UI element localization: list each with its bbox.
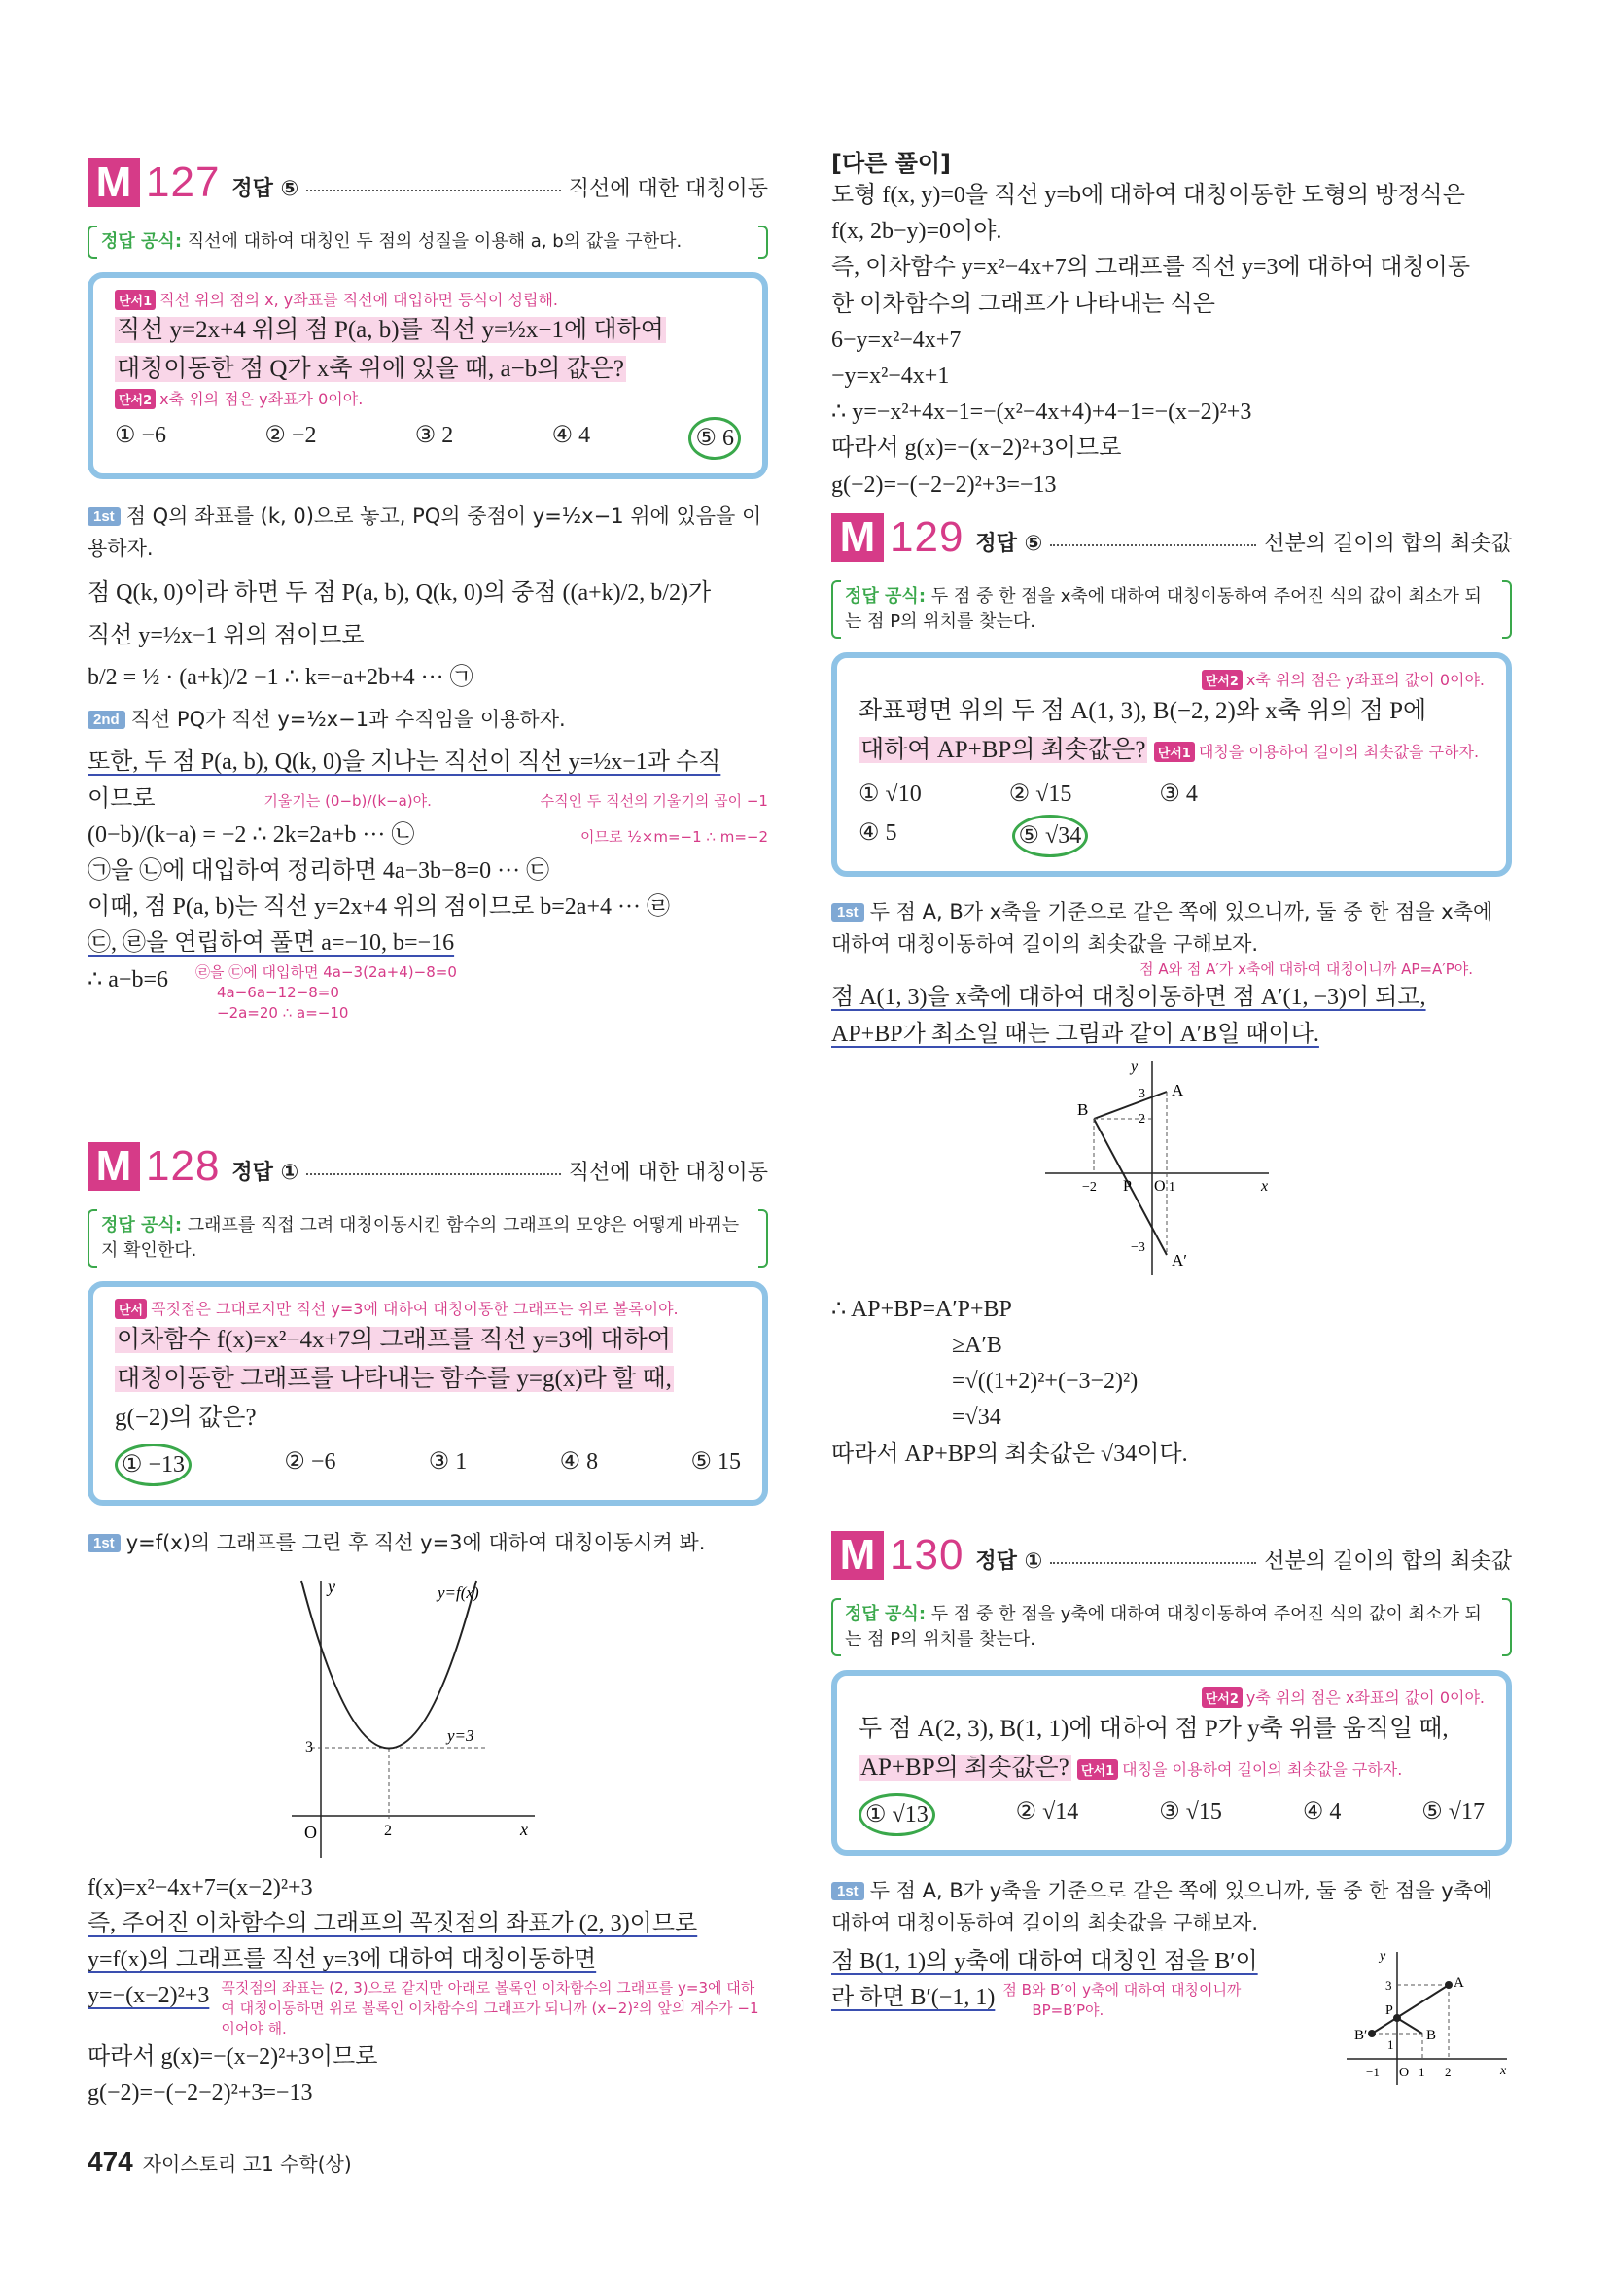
origin-label: O (304, 1822, 317, 1842)
topic-label: 직선에 대한 대칭이동 (568, 176, 768, 201)
svg-text:O: O (1399, 2066, 1410, 2081)
svg-text:P: P (1123, 1177, 1132, 1195)
svg-text:2: 2 (1445, 2065, 1452, 2080)
svg-text:3: 3 (305, 1738, 313, 1756)
step-2nd: 2nd 직선 PQ가 직선 y=½x−1과 수직임을 이용하자. (88, 704, 768, 736)
svg-text:1: 1 (1169, 1179, 1175, 1195)
problem-number: 127 (146, 158, 221, 206)
reflection-graph-y (1337, 1944, 1512, 2090)
correct-choice: ⑤ √34 (1012, 815, 1089, 857)
svg-text:A: A (1454, 1975, 1464, 1992)
svg-text:2: 2 (384, 1822, 392, 1839)
y3-label: y=3 (447, 1725, 474, 1745)
page-number: 474 (88, 2146, 133, 2176)
question-box: 단서1 직선 위의 점의 x, y좌표를 직선에 대입하면 등식이 성립해. 직선 y=2x+4 위의 점 P(a, b)를 직선 y=½x−1에 대하여 대칭이동한 점 Q가 x축 위에 있을 때, a−b의 값은? 단서2 x축 위의 점은 y좌표가 0이야. ① −6 ② −2 ③ 2 ④ 4 ⑤ 6 (88, 272, 768, 479)
x-label: x (520, 1819, 528, 1839)
book-title: 자이스토리 고1 수학(상) (142, 2152, 352, 2175)
formula-box: 정답 공식: 두 점 중 한 점을 x축에 대하여 대칭이동하여 주어진 식의 값이 최소가 되는 점 P의 위치를 찾는다. (831, 578, 1512, 641)
answer-label: 정답 ① (231, 1160, 299, 1185)
svg-text:A′: A′ (1172, 1250, 1187, 1270)
svg-text:2: 2 (1139, 1111, 1145, 1127)
reflection-graph-x (1045, 1057, 1279, 1280)
answer-label: 정답 ① (975, 1548, 1043, 1574)
svg-text:x: x (1500, 2064, 1507, 2079)
fx-label: y=f(x) (438, 1583, 479, 1602)
svg-text:3: 3 (1385, 1978, 1392, 1994)
svg-text:−3: −3 (1131, 1239, 1145, 1255)
svg-text:y: y (1380, 1949, 1386, 1965)
correct-choice: ⑤ 6 (688, 417, 741, 460)
question-box: 단서2 y축 위의 점은 x좌표의 값이 0이야. 두 점 A(2, 3), B(1, 1)에 대하여 점 P가 y축 위를 움직일 때, AP+BP의 최솟값은? 단서1 대칭을 이용하여 길이의 최솟값을 구하자. ① √13 ② √14 ③ √15 ④ 4 ⑤ √17 (831, 1670, 1512, 1856)
solution: 점 Q(k, 0)이라 하면 두 점 P(a, b), Q(k, 0)의 중점 ((a+k)/2, b/2)가 직선 y=½x−1 위의 점이므로 b/2 = ½ · (a+k)/2 −1 ∴ k=−a+2b+4 ··· ㉠ (88, 580, 712, 690)
topic-label: 선분의 길이의 합의 최솟값 (1264, 1548, 1512, 1574)
svg-text:3: 3 (1139, 1086, 1145, 1101)
answer-choices: ① −13 ② −6 ③ 1 ④ 8 ⑤ 15 (115, 1444, 741, 1486)
problem-marker: M (831, 513, 884, 562)
formula-box: 정답 공식: 두 점 중 한 점을 y축에 대하여 대칭이동하여 주어진 식의 값이 최소가 되는 점 P의 위치를 찾는다. (831, 1596, 1512, 1658)
svg-text:P: P (1385, 2003, 1393, 2019)
step-1st: 1st 두 점 A, B가 x축을 기준으로 같은 쪽에 있으니까, 둘 중 한 점을 x축에 대하여 대칭이동하여 길이의 최솟값을 구해보자. (831, 900, 1493, 956)
question-text: 이차함수 f(x)=x²−4x+7의 그래프를 직선 y=3에 대하여 (117, 1326, 671, 1353)
answer-choices: ① √13 ② √14 ③ √15 ④ 4 ⑤ √17 (859, 1793, 1485, 1836)
answer-label: 정답 ⑤ (231, 176, 299, 201)
svg-text:A: A (1172, 1080, 1184, 1099)
parabola-curve (301, 1581, 476, 1749)
topic-label: 선분의 길이의 합의 최솟값 (1264, 531, 1512, 556)
y-label: y (328, 1576, 335, 1596)
correct-choice: ① √13 (859, 1793, 935, 1836)
question-box: 단서2 x축 위의 점은 y좌표의 값이 0이야. 좌표평면 위의 두 점 A(1, 3), B(−2, 2)와 x축 위의 점 P에 대하여 AP+BP의 최솟값은? 단서1 대칭을 이용하여 길이의 최솟값을 구하자. ① √10 ② √15 ③ 4 ④ 5 ⑤ √34 (831, 652, 1512, 877)
problem-127: M 127 정답 ⑤ 직선에 대한 대칭이동 정답 공식: 직선에 대하여 대칭인 두 점의 성질을 이용해 a, b의 값을 구한다. 단서1 직선 위의 점의 x, y좌표를 직선에 대입하면 등식이 성립해. 직선 y=2x+4 위의 점 P(a, b)를 직선 y=½x−1에 대하여 대칭이동한 점 Q가 x축 위에 있을 때, a−b의 값은? 단서2 x축 위의 점은 y좌표가 0이야. ① −6 ② −2 ③ 2 ④ 4 ⑤ 6 1st 점 Q의 좌표를 (k, 0)으로 놓고, PQ의 중점이 y=½x−1 위에 있음을 이용하자. 점 Q(k, 0)이라 하면 두 점 P(a, b), Q(k, 0)의 중점 ((a+k)/2, b/2)가 직선 y=½x−1 위의 점이므로 b/2 = ½ · (a+k)/2 −1 ∴ k=−a+2b+4 ··· ㉠ 2nd 직선 PQ가 직선 y=½x−1과 수직임을 이용하자. 또한, 두 점 P(a, b), Q(k, 0)을 지나는 직선이 직선 y=½x−1과 수직 이므로 기울기는 (0−b)/(k−a)야. 수직인 두 직선의 기울기의 곱이 −1 (0−b)/(k−a) = −2 ∴ 2k=2a+b ··· ㉡ 이므로 ½×m=−1 ∴ m=−2 ㉠을 ㉡에 대입하여 정리하면 4a−3b−8=0 ··· ㉢ 이때, 점 P(a, b)는 직선 y=2x+4 위의 점이므로 b=2a+4 ··· ㉣ ㉢, ㉣을 연립하여 풀면 a=−10, b=−16 ∴ a−b=6 ㉣을 ㉢에 대입하면 4a−3(2a+4)−8=0 4a−6a−12−8=0 −2a=20 ∴ a=−10 (88, 158, 768, 1022)
svg-text:B′: B′ (1354, 2028, 1368, 2044)
step-1st: 1st 점 Q의 좌표를 (k, 0)으로 놓고, PQ의 중점이 y=½x−1 위에 있음을 이용하자. (88, 504, 762, 560)
problem-number: 130 (890, 1531, 964, 1579)
problem-129: M 129 정답 ⑤ 선분의 길이의 합의 최솟값 정답 공식: 두 점 중 한 점을 x축에 대하여 대칭이동하여 주어진 식의 값이 최소가 되는 점 P의 위치를 찾는다. 단서2 x축 위의 점은 y좌표의 값이 0이야. 좌표평면 위의 두 점 A(1, 3), B(−2, 2)와 x축 위의 점 P에 대하여 AP+BP의 최솟값은? 단서1 대칭을 이용하여 길이의 최솟값을 구하자. ① √10 ② √15 ③ 4 ④ 5 ⑤ √34 1st 두 점 A, B가 x축을 기준으로 같은 쪽에 있으니까, 둘 중 한 점을 x축에 대하여 대칭이동하여 길이의 최솟값을 구해보자. 점 A와 점 A′가 x축에 대하여 대칭이니까 AP=A′P야. 점 A(1, 3)을 x축에 대하여 대칭이동하면 점 A′(1, −3)이 되고, AP+BP가 최소일 때는 그림과 같이 A′B일 때이다. y x A B A′ P O 3 2 −3 −2 1 ∴ AP+BP=A′P+BP ≥A′B =√((1+2)²+(−3−2)²) =√34 따라서 AP+BP의 최솟값은 √34이다. (831, 513, 1512, 1467)
alternative-solution: [다른 풀이] 도형 f(x, y)=0을 직선 y=b에 대하여 대칭이동한 도형의 방정식은 f(x, 2b−y)=0이야. 즉, 이차함수 y=x²−4x+7의 그래프를 직선 y=3에 대하여 대칭이동 한 이차함수의 그래프가 나타내는 식은 6−y=x²−4x+7 −y=x²−4x+1 ∴ y=−x²+4x−1=−(x²−4x+4)+4−1=−(x−2)²+3 따라서 g(x)=−(x−2)²+3이므로 g(−2)=−(−2−2)²+3=−13 (831, 144, 1512, 504)
correct-choice: ① −13 (115, 1444, 192, 1486)
svg-text:y: y (1131, 1058, 1139, 1075)
solution: f(x)=x²−4x+7=(x−2)²+3 즉, 주어진 이차함수의 그래프의 꼭짓점의 좌표가 (2, 3)이므로 y=f(x)의 그래프를 직선 y=3에 대하여 대칭이동하면 y=−(x−2)²+3 꼭짓점의 좌표는 (2, 3)으로 같지만 아래로 볼록인 이차함수의 그래프를 y=3에 대하여 대칭이동하면 위로 볼록인 이차함수의 그래프가 되니까 (x−2)²의 앞의 계수가 −1이어야 해. 따라서 g(x)=−(x−2)²+3이므로 g(−2)=−(−2−2)²+3=−13 (88, 1874, 759, 2106)
question-text: 직선 y=2x+4 위의 점 P(a, b)를 직선 y=½x−1에 대하여 (117, 317, 664, 344)
svg-text:B: B (1426, 2028, 1437, 2044)
problem-marker: M (831, 1531, 884, 1580)
question-text: 좌표평면 위의 두 점 A(1, 3), B(−2, 2)와 x축 위의 점 P에 (859, 697, 1427, 724)
question-text: 두 점 A(2, 3), B(1, 1)에 대하여 점 P가 y축 위를 움직일 때, (859, 1715, 1449, 1742)
svg-text:x: x (1261, 1177, 1269, 1195)
problem-number: 128 (146, 1142, 221, 1190)
svg-text:B: B (1077, 1099, 1089, 1119)
answer-choices: ① −6 ② −2 ③ 2 ④ 4 ⑤ 6 (115, 417, 741, 460)
topic-label: 직선에 대한 대칭이동 (568, 1160, 768, 1185)
problem-marker: M (88, 158, 140, 207)
svg-text:1: 1 (1419, 2065, 1425, 2080)
step-1st: 1st 두 점 A, B가 y축을 기준으로 같은 쪽에 있으니까, 둘 중 한 점을 y축에 대하여 대칭이동하여 길이의 최솟값을 구해보자. (831, 1878, 1493, 1934)
svg-text:1: 1 (1387, 2037, 1394, 2053)
problem-marker: M (88, 1142, 140, 1191)
formula-box: 정답 공식: 직선에 대하여 대칭인 두 점의 성질을 이용해 a, b의 값을 구한다. (88, 224, 768, 261)
svg-text:−2: −2 (1082, 1179, 1097, 1195)
parabola-graph (292, 1571, 544, 1862)
answer-choices: ① √10 ② √15 ③ 4 (859, 781, 1198, 807)
question-box: 단서 꼭짓점은 그대로지만 직선 y=3에 대하여 대칭이동한 그래프는 위로 볼록이야. 이차함수 f(x)=x²−4x+7의 그래프를 직선 y=3에 대하여 대칭이동한 그래프를 나타내는 함수를 y=g(x)라 할 때, g(−2)의 값은? ① −13 ② −6 ③ 1 ④ 8 ⑤ 15 (88, 1281, 768, 1506)
problem-number: 129 (890, 513, 964, 561)
formula-box: 정답 공식: 그래프를 직접 그려 대칭이동시킨 함수의 그래프의 모양은 어떻게 바뀌는지 확인한다. (88, 1207, 768, 1270)
svg-text:−1: −1 (1366, 2065, 1380, 2080)
alt-title: [다른 풀이] (831, 150, 952, 177)
svg-text:O: O (1154, 1177, 1166, 1195)
problem-128 (88, 1139, 768, 2111)
answer-label: 정답 ⑤ (975, 531, 1043, 556)
problem-130: M 130 정답 ① 선분의 길이의 합의 최솟값 정답 공식: 두 점 중 한 점을 y축에 대하여 대칭이동하여 주어진 식의 값이 최소가 되는 점 P의 위치를 찾는다. 단서2 y축 위의 점은 x좌표의 값이 0이야. 두 점 A(2, 3), B(1, 1)에 대하여 점 P가 y축 위를 움직일 때, AP+BP의 최솟값은? 단서1 대칭을 이용하여 길이의 최솟값을 구하자. ① √13 ② √14 ③ √15 ④ 4 ⑤ √17 1st 두 점 A, B가 y축을 기준으로 같은 쪽에 있으니까, 둘 중 한 점을 y축에 대하여 대칭이동하여 길이의 최솟값을 구해보자. 점 B(1, 1)의 y축에 대하여 대칭인 점을 B′이 라 하면 B′(−1, 1) 점 B와 B′이 y축에 대하여 대칭이니까 BP=B′P야. y x A B B′ P O 3 1 −1 1 2 (831, 1528, 1512, 2090)
step-1st: 1st y=f(x)의 그래프를 그린 후 직선 y=3에 대하여 대칭이동시켜 봐. (88, 1527, 768, 1559)
page-footer (88, 2146, 352, 2177)
